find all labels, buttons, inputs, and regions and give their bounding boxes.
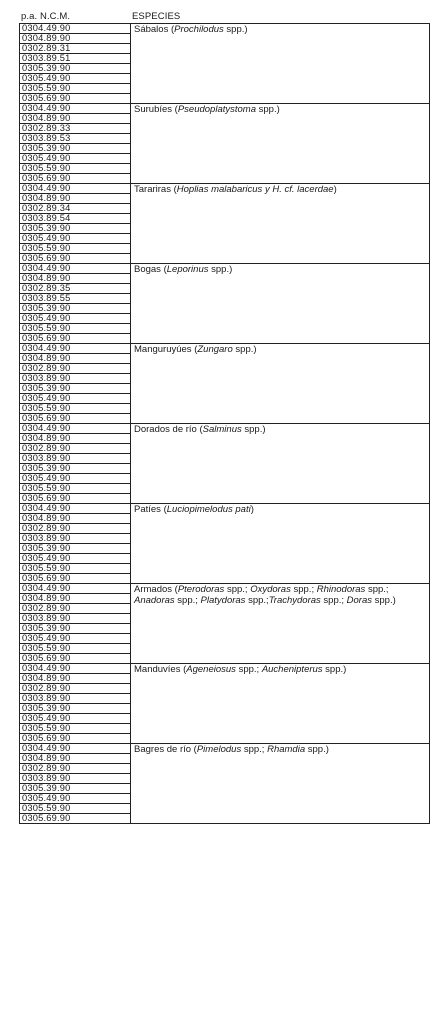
code-column-header: p.a. N.C.M. [21, 11, 71, 22]
species-name [134, 504, 254, 515]
ncm-code-cell: 0303.89.90 [20, 694, 131, 704]
common-name-text: Manduvíes ( [134, 664, 187, 675]
common-name-text: spp.; [320, 594, 347, 606]
ncm-code-cell: 0305.39.90 [20, 784, 131, 794]
table-row [20, 584, 430, 594]
species-name [134, 264, 232, 275]
ncm-code-cell: 0304.49.90 [20, 104, 131, 114]
species-name [134, 744, 329, 755]
table-row [20, 664, 430, 674]
ncm-code-cell: 0305.69.90 [20, 654, 131, 664]
ncm-code-cell: 0305.59.90 [20, 404, 131, 414]
ncm-code-cell: 0303.89.90 [20, 534, 131, 544]
common-name-text: spp.) [372, 594, 396, 606]
table-row [20, 264, 430, 274]
ncm-code-cell: 0305.49.90 [20, 234, 131, 244]
scientific-name-text: Platydoras [200, 594, 246, 606]
common-name-text: spp.; [224, 584, 251, 595]
table-row [20, 424, 430, 434]
table-row [20, 344, 430, 354]
table-row [20, 104, 430, 114]
ncm-code-cell: 0305.59.90 [20, 804, 131, 814]
ncm-code-cell: 0303.89.55 [20, 294, 131, 304]
species-cell [131, 184, 430, 264]
ncm-code-cell: 0305.69.90 [20, 814, 131, 824]
ncm-code-cell: 0304.89.90 [20, 754, 131, 764]
ncm-code-cell: 0305.59.90 [20, 724, 131, 734]
ncm-code-cell: 0303.89.90 [20, 614, 131, 624]
ncm-code-cell: 0305.59.90 [20, 164, 131, 174]
species-cell [131, 264, 430, 344]
ncm-code-cell: 0305.39.90 [20, 624, 131, 634]
scientific-name-text: Oxydoras [250, 584, 291, 595]
table-body [20, 24, 430, 824]
common-name-text: spp.) [305, 744, 329, 755]
ncm-code-cell: 0303.89.51 [20, 54, 131, 64]
scientific-name-text: Rhinodoras [316, 584, 366, 595]
species-name [134, 584, 396, 606]
ncm-code-cell: 0304.49.90 [20, 504, 131, 514]
scientific-name-text: Prochilodus [174, 24, 224, 35]
ncm-code-cell: 0305.69.90 [20, 414, 131, 424]
ncm-code-cell: 0305.39.90 [20, 704, 131, 714]
ncm-code-cell: 0305.49.90 [20, 714, 131, 724]
common-name-text: Bagres de río ( [134, 744, 197, 755]
common-name-text: spp.) [256, 104, 280, 115]
common-name-text: spp.) [232, 344, 257, 355]
scientific-name-text: Trachydoras [268, 594, 321, 606]
ncm-code-cell: 0302.89.90 [20, 604, 131, 614]
common-name-text: spp.) [208, 264, 233, 275]
table-row [20, 744, 430, 754]
ncm-code-cell: 0304.49.90 [20, 264, 131, 274]
ncm-code-cell: 0305.69.90 [20, 574, 131, 584]
ncm-code-cell: 0302.89.90 [20, 444, 131, 454]
scientific-name-text: Anadoras [134, 594, 175, 606]
ncm-code-cell: 0304.49.90 [20, 184, 131, 194]
scientific-name-text: Hoplias malabaricus y H. cf. lacerdae [176, 184, 334, 195]
common-name-text: spp.; [290, 584, 317, 595]
table-row [20, 504, 430, 514]
ncm-code-cell: 0305.59.90 [20, 644, 131, 654]
common-name-text: Dorados de río ( [134, 424, 203, 435]
common-name-text: ) [250, 504, 254, 515]
ncm-code-cell: 0305.49.90 [20, 394, 131, 404]
common-name-text: spp.; [245, 594, 269, 606]
common-name-text: spp.) [223, 24, 248, 35]
ncm-code-cell: 0305.49.90 [20, 634, 131, 644]
species-cell [131, 104, 430, 184]
ncm-code-cell: 0302.89.35 [20, 284, 131, 294]
ncm-code-cell: 0303.89.53 [20, 134, 131, 144]
scientific-name-text: Ageneiosus [186, 664, 236, 675]
ncm-code-cell: 0305.69.90 [20, 174, 131, 184]
species-cell [131, 664, 430, 744]
common-name-text: spp.) [322, 664, 347, 675]
species-name [134, 104, 280, 115]
ncm-code-cell: 0305.59.90 [20, 564, 131, 574]
ncm-code-cell: 0305.39.90 [20, 384, 131, 394]
common-name-text: spp.; [241, 744, 268, 755]
common-name-text: spp.; [174, 594, 201, 606]
ncm-code-cell: 0305.59.90 [20, 84, 131, 94]
scientific-name-text: Leporinus [166, 264, 209, 275]
ncm-code-cell: 0305.69.90 [20, 254, 131, 264]
ncm-code-cell: 0303.89.54 [20, 214, 131, 224]
ncm-code-cell: 0304.89.90 [20, 434, 131, 444]
ncm-code-cell: 0302.89.90 [20, 684, 131, 694]
ncm-code-cell: 0305.39.90 [20, 544, 131, 554]
ncm-code-cell: 0304.89.90 [20, 674, 131, 684]
scientific-name-text: Luciopimelodus pati [166, 504, 251, 515]
ncm-code-cell: 0304.49.90 [20, 344, 131, 354]
scientific-name-text: Pseudoplatystoma [177, 104, 256, 115]
ncm-code-cell: 0303.89.90 [20, 454, 131, 464]
scientific-name-text: Auchenipterus [261, 664, 323, 675]
ncm-code-cell: 0304.49.90 [20, 24, 131, 34]
species-name [134, 664, 346, 675]
ncm-code-cell: 0305.49.90 [20, 314, 131, 324]
species-cell [131, 344, 430, 424]
ncm-code-cell: 0302.89.33 [20, 124, 131, 134]
common-name-text: Bogas ( [134, 264, 167, 275]
ncm-code-cell: 0305.39.90 [20, 64, 131, 74]
scientific-name-text: Salminus [202, 424, 242, 435]
ncm-code-cell: 0305.39.90 [20, 224, 131, 234]
ncm-code-cell: 0302.89.34 [20, 204, 131, 214]
common-name-text: Manguruyúes ( [134, 344, 198, 355]
ncm-code-cell: 0304.89.90 [20, 34, 131, 44]
ncm-code-cell: 0304.49.90 [20, 424, 131, 434]
ncm-code-cell: 0305.59.90 [20, 244, 131, 254]
ncm-code-cell: 0304.89.90 [20, 594, 131, 604]
species-code-table [19, 23, 430, 824]
scientific-name-text: Rhamdia [267, 744, 306, 755]
ncm-code-cell: 0304.49.90 [20, 664, 131, 674]
ncm-code-cell: 0304.89.90 [20, 114, 131, 124]
ncm-code-cell: 0305.49.90 [20, 554, 131, 564]
species-name [134, 424, 266, 435]
common-name-text: Surubíes ( [134, 104, 178, 115]
ncm-code-cell: 0302.89.90 [20, 524, 131, 534]
common-name-text: Patíes ( [134, 504, 167, 515]
ncm-code-cell: 0304.49.90 [20, 584, 131, 594]
species-cell [131, 504, 430, 584]
scientific-name-text: Pimelodus [196, 744, 242, 755]
ncm-code-cell: 0303.89.90 [20, 374, 131, 384]
scientific-name-text: Zungaro [197, 344, 233, 355]
common-name-text: spp.; [365, 584, 389, 595]
species-name [134, 344, 257, 355]
ncm-code-cell: 0305.69.90 [20, 734, 131, 744]
species-cell [131, 744, 430, 824]
ncm-code-cell: 0304.89.90 [20, 194, 131, 204]
ncm-code-cell: 0305.69.90 [20, 94, 131, 104]
ncm-code-cell: 0303.89.90 [20, 774, 131, 784]
common-name-text: spp.) [241, 424, 266, 435]
table-row [20, 184, 430, 194]
ncm-code-cell: 0305.59.90 [20, 484, 131, 494]
ncm-code-cell: 0305.49.90 [20, 154, 131, 164]
species-name [134, 24, 248, 35]
common-name-text: spp.; [235, 664, 262, 675]
common-name-text: Armados ( [134, 584, 178, 595]
ncm-code-cell: 0305.69.90 [20, 334, 131, 344]
common-name-text: Sábalos ( [134, 24, 175, 35]
ncm-code-cell: 0305.49.90 [20, 794, 131, 804]
ncm-code-cell: 0305.49.90 [20, 74, 131, 84]
species-name [134, 184, 337, 195]
ncm-code-cell: 0305.39.90 [20, 144, 131, 154]
ncm-code-cell: 0305.39.90 [20, 464, 131, 474]
ncm-code-cell: 0304.49.90 [20, 744, 131, 754]
ncm-code-cell: 0302.89.31 [20, 44, 131, 54]
ncm-code-cell: 0304.89.90 [20, 354, 131, 364]
common-name-text: ) [333, 184, 337, 195]
scientific-name-text: Pterodoras [177, 584, 225, 595]
ncm-code-cell: 0305.59.90 [20, 324, 131, 334]
species-column-header: ESPECIES [132, 11, 181, 22]
ncm-code-cell: 0305.49.90 [20, 474, 131, 484]
ncm-code-cell: 0305.39.90 [20, 304, 131, 314]
species-cell [131, 584, 430, 664]
ncm-code-cell: 0304.89.90 [20, 514, 131, 524]
species-cell [131, 424, 430, 504]
ncm-code-cell: 0302.89.90 [20, 764, 131, 774]
ncm-code-cell: 0304.89.90 [20, 274, 131, 284]
table-row [20, 24, 430, 34]
species-cell [131, 24, 430, 104]
common-name-text: Tarariras ( [134, 184, 177, 195]
ncm-code-cell: 0305.69.90 [20, 494, 131, 504]
ncm-code-cell: 0302.89.90 [20, 364, 131, 374]
scientific-name-text: Doras [346, 594, 372, 606]
